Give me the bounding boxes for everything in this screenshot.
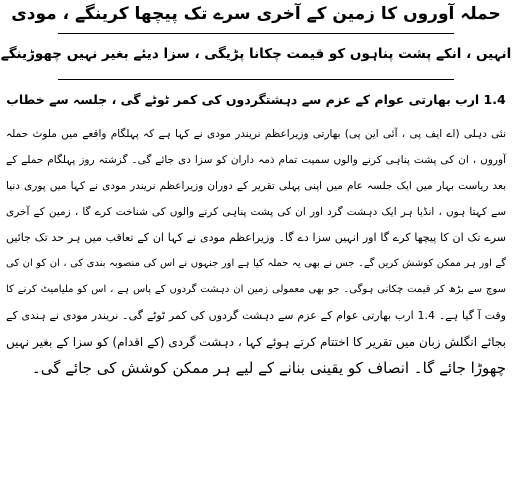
headline-line-3: 1.4 ارب بھارتی عوام کے عزم سے دہشتگردوں کی کمر ٹوٹے گی ، جلسہ سے خطاب [6, 92, 506, 107]
body-line: سے کہتا ہوں ، انڈیا ہر ایک دہشت گرد اور ان کی پشت پناہی کرنے والوں کی شناخت کرے گا ، زمین کے آخری [6, 206, 506, 218]
headline-rule-1 [58, 33, 454, 34]
headline-rule-2 [58, 79, 454, 80]
body-line: بعد ریاست بہار میں ایک جلسہ عام میں اپنی پہلی تقریر کے دوران وزیراعظم نریندر مودی نے کہا میں پوری دنیا [6, 180, 506, 192]
body-line: آوروں ، ان کی پشت پناہی کرنے والوں سمیت تمام ذمہ داران کو سزا دی جائے گی۔ گزشتہ روز پہلگام حملے کے [6, 154, 506, 166]
body-line: سوچ سے بڑھ کر قیمت چکانی ہوگی۔ جو بھی معمولی زمین ان دہشت گردوں کے پاس ہے ، اس کو ملیامیٹ کرنے کا [6, 284, 506, 295]
headline-line-1: حملہ آوروں کا زمین کے آخری سرے تک پیچھا کرینگے ، مودی [11, 4, 501, 24]
body-line: وقت آ گیا ہے۔ 1.4 ارب بھارتی عوام کے عزم سے دہشت گردوں کی کمر ٹوٹے گی۔ نریندر مودی نے ہندی کے [6, 309, 506, 322]
headline-line-2: انہیں ، انکے پشت پناہوں کو قیمت چکانا پڑیگی ، سزا دیئے بغیر نہیں چھوڑینگے [0, 46, 512, 62]
body-line: گے اور ہر ممکن کوشش کریں گے۔ جس نے بھی یہ حملہ کیا ہے اور جنہوں نے اس کی منصوبہ بندی کی ، ان کو ان کی [6, 258, 506, 269]
body-line: نئی دہلی (اے ایف پی ، آئی این پی) بھارتی وزیراعظم نریندر مودی نے کہا ہے کہ پہلگام واقعے میں ملوث حملہ [6, 128, 506, 140]
body-line: سرے تک ان کا پیچھا کرے گا اور انہیں سزا دے گا۔ وزیراعظم مودی نے کہا ان کے تعاقب میں ہر حد تک جائیں [6, 231, 506, 244]
body-line: چھوڑا جائے گا۔ انصاف کو یقینی بنانے کے لیے ہر ممکن کوشش کی جائے گی۔ [31, 359, 506, 377]
body-line: بجائے انگلش زبان میں تقریر کا اختتام کرتے ہوئے کہا ، دہشت گردی (کے اقدام) کو سزا کے بغیر نہیں [6, 335, 506, 349]
